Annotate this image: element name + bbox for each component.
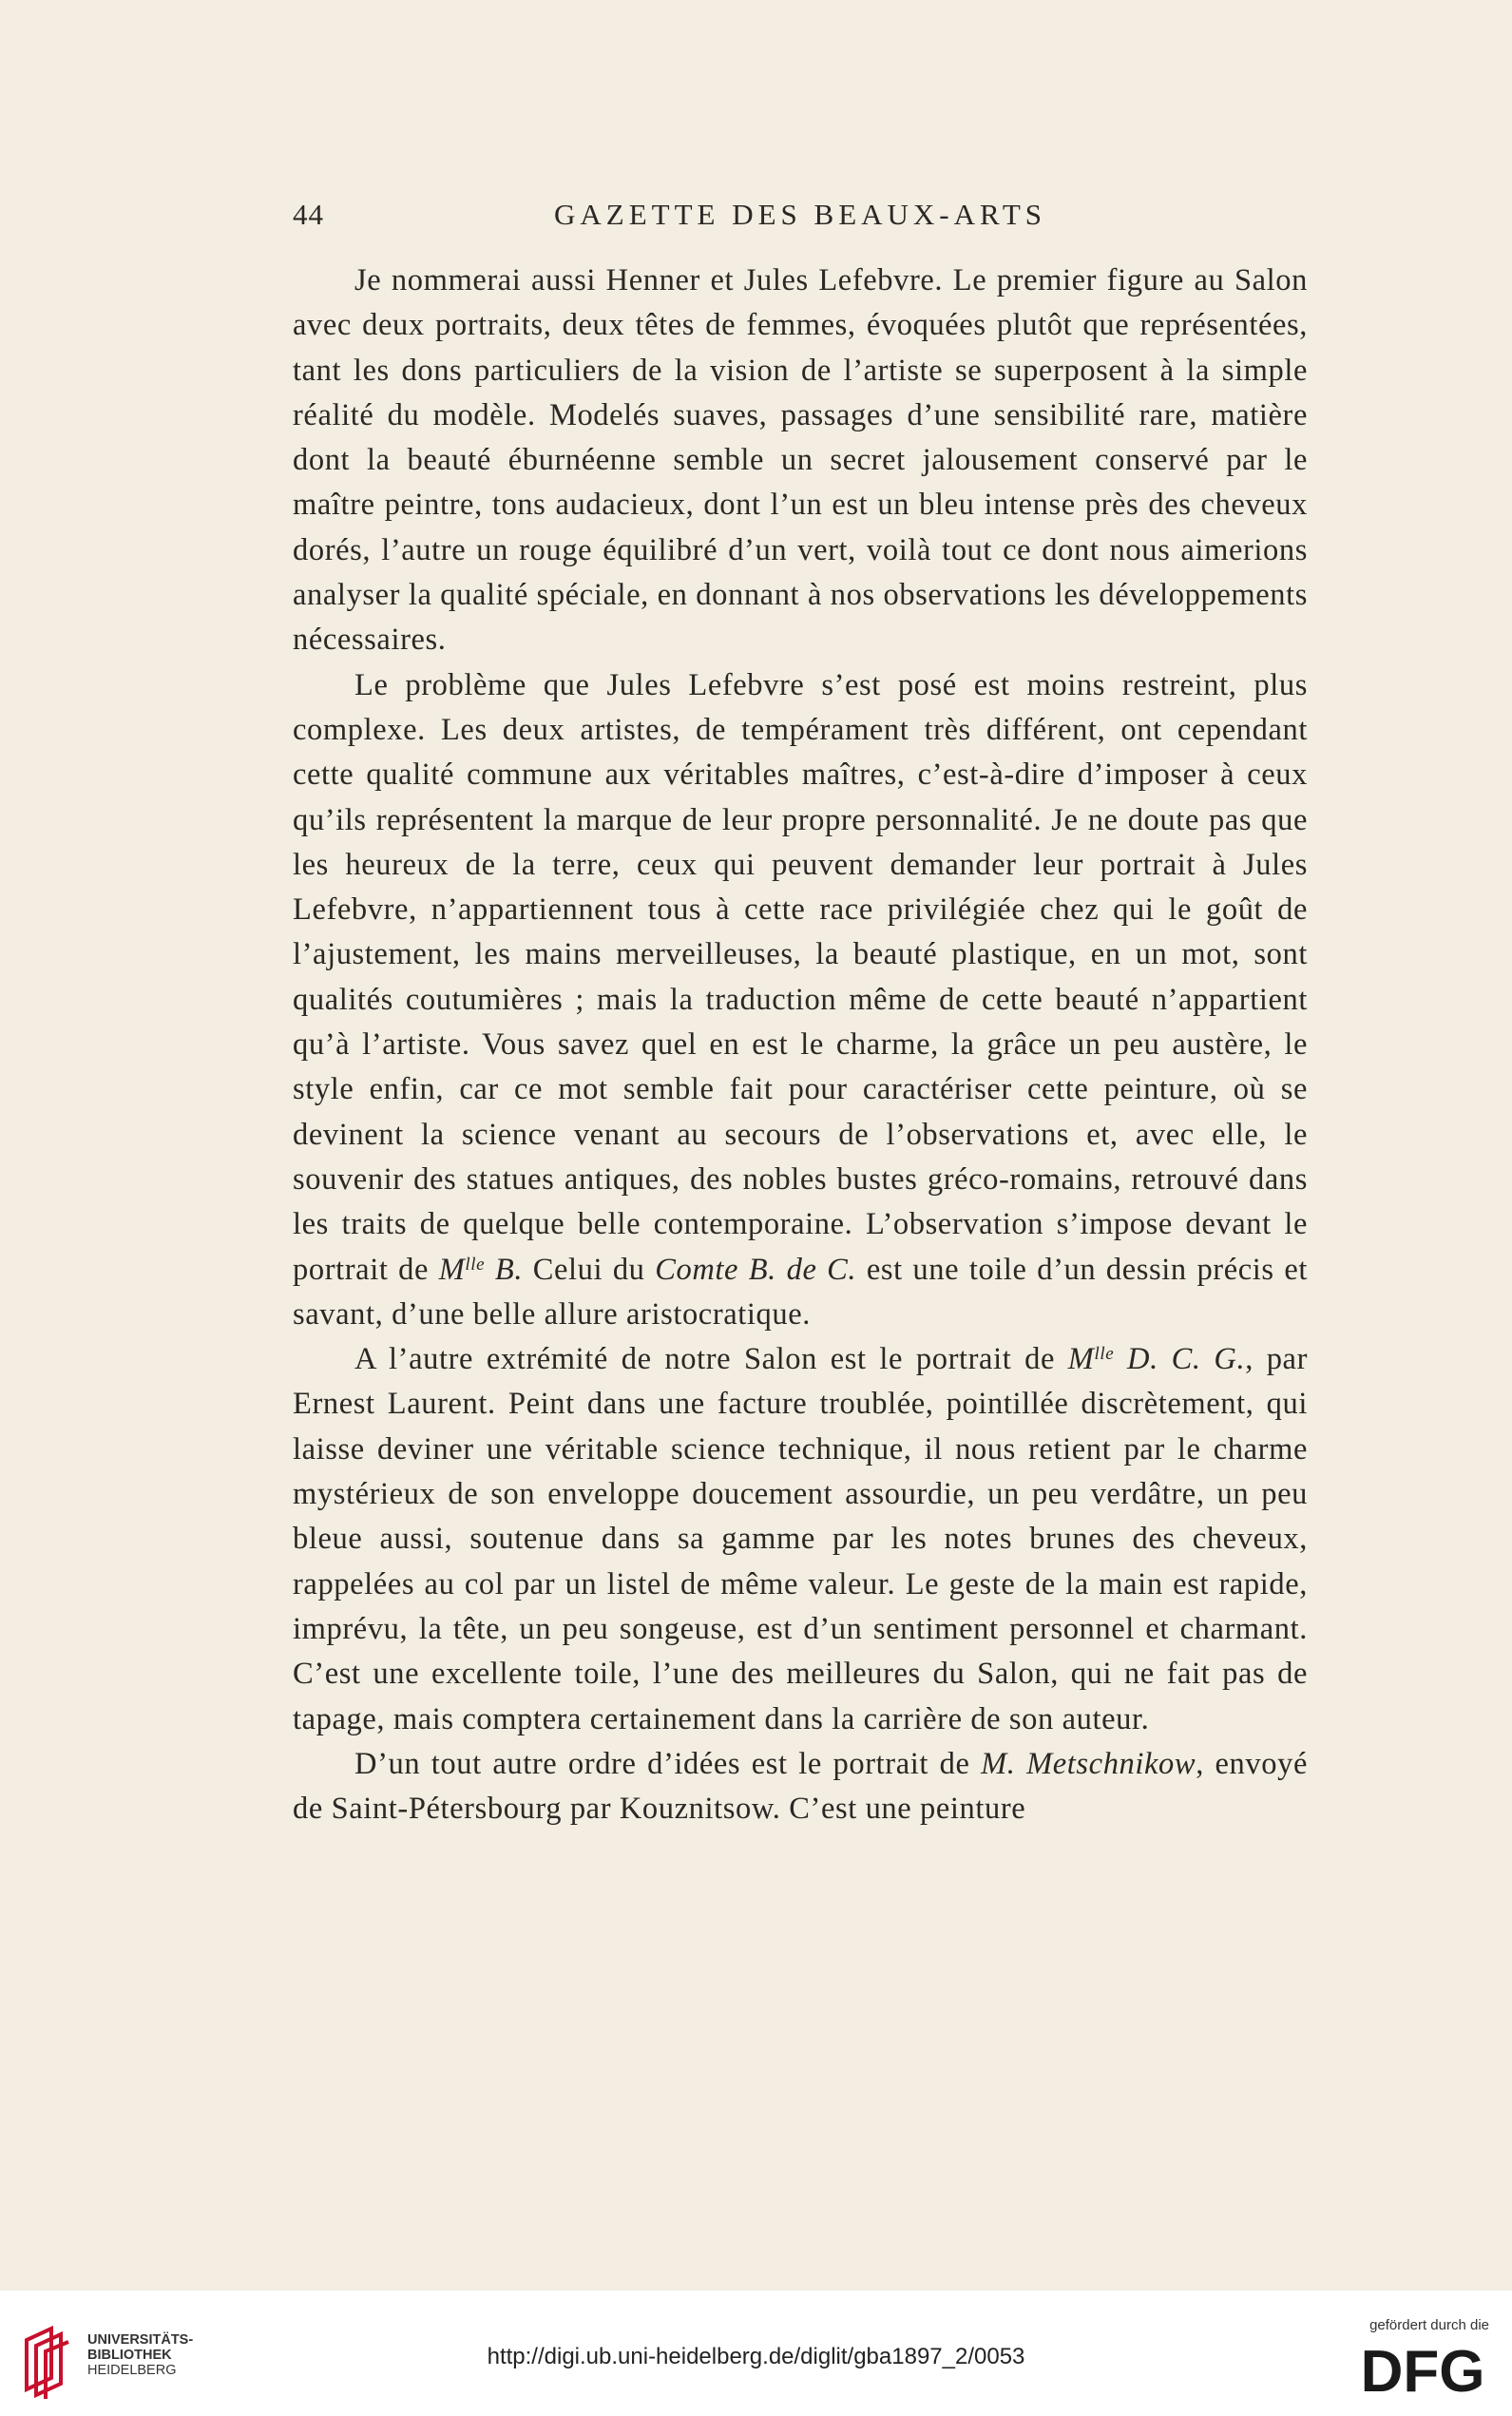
article-body [293, 259, 1308, 1831]
sitter-name-metschnikow: M. Metschnikow [981, 1746, 1196, 1781]
library-name-line-2: BIBLIOTHEK [87, 2348, 172, 2363]
digitization-footer [0, 2291, 1512, 2416]
mademoiselle-abbrev-2: M [1067, 1342, 1095, 1377]
paragraph-4-text: D’un tout autre ordre d’idées est le portrait de [354, 1746, 982, 1781]
paragraph-4-text-b: , envoyé de Saint-Pétersbourg par Kouznitsow. C’est une peinture [293, 1746, 1308, 1827]
sitter-name-b: B. [485, 1252, 524, 1287]
paragraph-3-text: A l’autre extrémité de notre Salon est le portrait de [354, 1342, 1068, 1377]
mademoiselle-sup-2: lle [1094, 1344, 1115, 1365]
paragraph-3 [293, 1337, 1308, 1742]
paragraph-1: Je nommerai aussi Henner et Jules Lefebvre. Le premier figure au Salon avec deux portraits, deux têtes de femmes, évoquées plutôt que représentées, tant les dons particuliers de la vision de l’artiste se superposent à la simple réalité du modèle. Modelés suaves, passages d’une sensibilité rare, matière dont la beauté éburnéenne semble un secret jalousement conservé par le maître peintre, tons audacieux, dont l’un est un bleu intense près des cheveux dorés, l’autre un rouge équilibré d’un vert, voilà tout ce dont nous aimerions analyser la qualité spéciale, en donnant à nos observations les développements nécessaires. [293, 263, 1308, 658]
paragraph-4 [293, 1742, 1308, 1832]
running-title: GAZETTE DES BEAUX-ARTS [554, 198, 1046, 231]
mademoiselle-abbrev: M [438, 1252, 466, 1287]
dfg-logo-icon [1350, 2340, 1495, 2399]
page-number: 44 [293, 198, 324, 231]
page-header [293, 198, 1308, 241]
mademoiselle-sup: lle [465, 1254, 486, 1275]
library-name-line-1: UNIVERSITÄTS- [87, 2332, 194, 2348]
sitter-name-comte: Comte B. de C. [655, 1252, 857, 1287]
paragraph-3-text-b: , par Ernest Laurent. Peint dans une facture troublée, pointillée discrètement, qui laisse deviner une véritable science technique, il nous retient par le charme mystérieux de son enveloppe doucement assourdie, un peu verdâtre, un peu bleue aussi, soutenue dans sa gamme par les notes brunes des cheveux, rappelées au col par un listel de même valeur. Le geste de la main est rapide, imprévu, la tête, un peu songeuse, est d’un sentiment personnel et charmant. C’est une excellente toile, l’une des meilleures du Salon, qui ne fait pas de tapage, mais comptera certainement dans la carrière de son auteur. [293, 1342, 1308, 1736]
paragraph-2-text: Le problème que Jules Lefebvre s’est posé est moins restreint, plus complexe. Les deux artistes, de tempérament très différent, ont cependant cette qualité commune aux véritables maîtres, c’est-à-dire d’imposer à ceux qu’ils représentent la marque de leur propre personnalité. Je ne doute pas que les heureux de la terre, ceux qui peuvent demander leur portrait à Jules Lefebvre, n’appartiennent tous à cette race privilégiée chez qui le goût de l’ajustement, les mains merveilleuses, la beauté plastique, en un mot, sont qualités coutumières ; mais la traduction même de cette beauté n’appartient qu’à l’artiste. Vous savez quel en est le charme, la grâce un peu austère, le style enfin, car ce mot semble fait pour caractériser cette peinture, où se devinent la science venant au secours de l’observations et, avec elle, le souvenir des statues antiques, des nobles bustes gréco-romains, retrouvé dans les traits de quelque belle contemporaine. L’observation s’impose devant le portrait de [293, 667, 1308, 1287]
paragraph-2 [293, 663, 1308, 1337]
library-name-line-3: HEIDELBERG [87, 2363, 177, 2378]
permalink-url[interactable]: http://digi.ub.uni-heidelberg.de/diglit/gba1897_2/0053 [487, 2344, 1025, 2369]
sitter-name-dcg: D. C. G. [1114, 1342, 1246, 1377]
paragraph-2-text-d: est une toile d’un dessin précis et savant, d’une belle allure aristocratique. [293, 1252, 1308, 1332]
dfg-logo-text: DFG [1360, 2340, 1485, 2399]
funding-label: gefördert durch die [1369, 2317, 1489, 2333]
paragraph-2-text-c: Celui du [523, 1252, 656, 1287]
